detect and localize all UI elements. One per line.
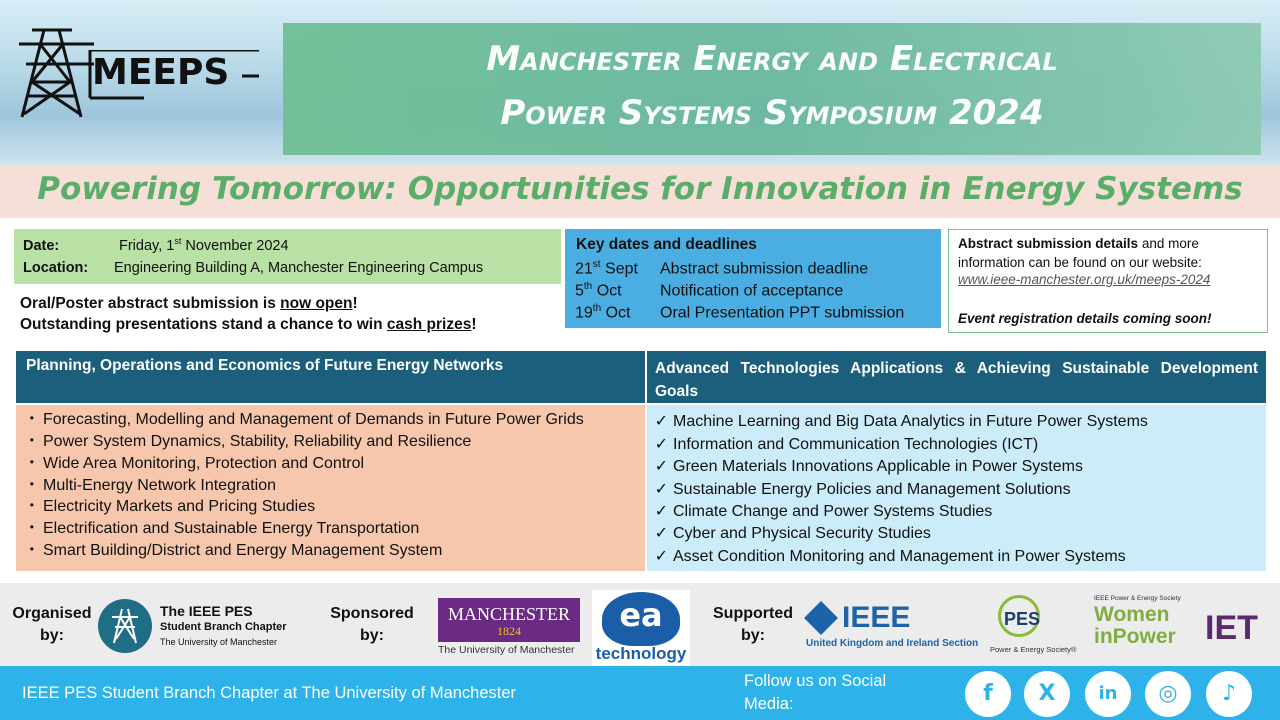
instagram-icon[interactable]: ◎ (1145, 671, 1191, 717)
date-value: Friday, 1st November 2024 (119, 236, 289, 254)
list-item: ✓ Machine Learning and Big Data Analytics in Future Power Systems (647, 411, 1148, 431)
list-item: ✓ Sustainable Energy Policies and Management Solutions (647, 479, 1071, 499)
footer (0, 666, 1280, 720)
list-item: • Wide Area Monitoring, Protection and Control (29, 455, 365, 472)
pes-chapter-logo (98, 599, 152, 653)
topics-right-header: Advanced Technologies Applications & Achieving Sustainable Development Goals (647, 351, 1266, 403)
check-icon: ✓ (654, 458, 668, 475)
list-item: • Multi-Energy Network Integration (29, 477, 276, 494)
footer-chapter-name: IEEE PES Student Branch Chapter at The University of Manchester (22, 684, 517, 702)
location-row (23, 260, 483, 276)
linkedin-icon[interactable]: in (1085, 671, 1131, 717)
date-label: Date: (23, 237, 60, 254)
key-date-row: 19th Oct Oral Presentation PPT submission (575, 303, 905, 322)
manchester-caption: The University of Manchester (438, 644, 575, 656)
location-value: Engineering Building A, Manchester Engineering Campus (114, 260, 484, 276)
sponsored-by-label: Sponsored by: (330, 605, 414, 644)
ea-technology-logo: ea technology (592, 590, 690, 666)
logo-frame (84, 50, 259, 100)
iet-logo: IET (1205, 609, 1258, 647)
title-line-2: Power Systems Symposium 2024 (500, 93, 1044, 133)
title-line-1: Manchester Energy and Electrical (486, 39, 1058, 79)
check-icon: ✓ (654, 481, 668, 498)
website-link[interactable]: www.ieee-manchester.org.uk/meeps-2024 (958, 272, 1211, 287)
list-item: ✓ Green Materials Innovations Applicable in Power Systems (647, 456, 1083, 476)
list-item: ✓ Cyber and Physical Security Studies (647, 523, 931, 543)
check-icon: ✓ (654, 436, 668, 453)
list-item: ✓ Climate Change and Power Systems Studies (647, 501, 992, 521)
list-item: • Power System Dynamics, Stability, Reliability and Resilience (29, 433, 472, 450)
key-date-row: 21st Sept Abstract submission deadline (575, 259, 869, 278)
date-location-box (14, 229, 561, 284)
supported-by-label: Supported by: (713, 605, 793, 644)
topics-left-list (16, 405, 645, 571)
list-item: • Forecasting, Modelling and Management of Demands in Future Power Grids (29, 411, 584, 428)
check-icon: ✓ (654, 525, 668, 542)
check-icon: ✓ (654, 548, 668, 565)
facebook-icon[interactable]: f (965, 671, 1011, 717)
list-item: • Electricity Markets and Pricing Studies (29, 498, 316, 515)
women-in-power-logo: IEEE Power & Energy Society Women inPower (1094, 595, 1181, 648)
tiktok-icon[interactable]: ♪ (1206, 671, 1252, 717)
key-dates-box (565, 229, 941, 328)
organised-by-label: Organised by: (12, 605, 92, 644)
title-box (283, 23, 1261, 155)
list-item: ✓ Information and Communication Technologies (ICT) (647, 434, 1038, 454)
pylon-icon (14, 22, 94, 122)
pylon-icon (98, 599, 152, 653)
check-icon: ✓ (654, 413, 668, 430)
sponsors-band: Organised by: The IEEE PES Student Branch Chapter The University of Manchester Sponsored by: MANCHESTER 1824 The University of Manchester ea technology Supported by: IEEE United Kingdom and Ireland Section PES Power & Energy Society® IEEE Power & Energy Society Women inPower IET (0, 583, 1280, 666)
ieee-diamond-icon (804, 601, 838, 635)
topics-right-list (647, 405, 1266, 571)
organiser-name: The IEEE PES (160, 603, 253, 619)
submission-announcement: Oral/Poster abstract submission is now open! Outstanding presentations stand a chance to win cash prizes! (20, 295, 477, 333)
check-icon: ✓ (654, 503, 668, 520)
list-item: ✓ Asset Condition Monitoring and Management in Power Systems (647, 546, 1126, 566)
cash-prizes-link: cash prizes (386, 316, 472, 333)
organiser-subtitle: Student Branch Chapter (160, 621, 287, 633)
location-label: Location: (23, 260, 89, 276)
list-item: • Smart Building/District and Energy Management System (29, 542, 443, 559)
topics-left-header: Planning, Operations and Economics of Future Energy Networks (16, 351, 645, 403)
ieee-pes-logo: PES Power & Energy Society® (990, 593, 1072, 655)
key-date-row: 5th Oct Notification of acceptance (575, 281, 844, 300)
key-dates-title: Key dates and deadlines (576, 236, 757, 253)
meeps-logo (14, 22, 254, 122)
x-icon[interactable]: X (1024, 671, 1070, 717)
logo-text: MEEPS (92, 52, 230, 93)
now-open-link: now open (280, 295, 353, 312)
header-banner (0, 0, 1280, 165)
organiser-university: The University of Manchester (160, 637, 278, 647)
follow-us-text: Follow us on Social Media: (744, 672, 887, 713)
abstract-info-box (948, 229, 1268, 333)
abstract-info-text: Abstract submission details and more information can be found on our website: (958, 236, 1202, 270)
registration-note: Event registration details coming soon! (958, 311, 1212, 326)
event-subtitle: Powering Tomorrow: Opportunities for Innovation in Energy Systems (37, 171, 1243, 207)
subtitle-band (0, 165, 1280, 218)
date-row (23, 236, 289, 254)
university-of-manchester-logo: MANCHESTER 1824 (438, 598, 580, 642)
list-item: • Electrification and Sustainable Energy Transportation (29, 520, 420, 537)
